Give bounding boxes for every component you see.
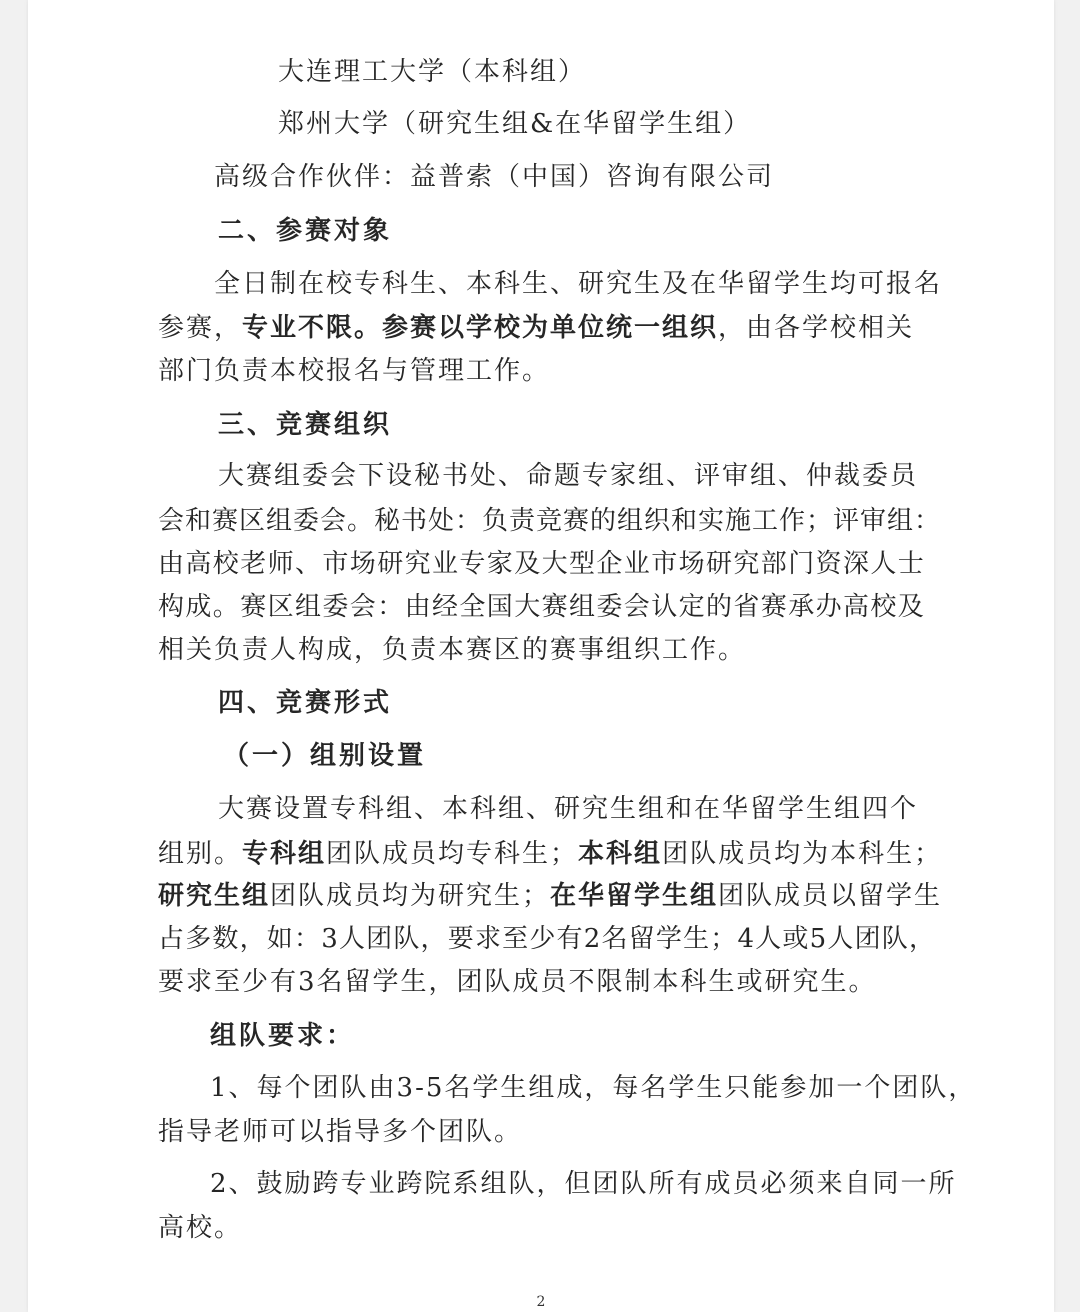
organizer-line-1: 大连理工大学（本科组）: [278, 57, 587, 87]
text-span: 团队成员均为本科生；: [662, 839, 943, 869]
text-span: 团队成员均为研究生；: [270, 881, 551, 911]
section-heading-format: 四、竞赛形式: [218, 688, 393, 718]
paragraph-line: 要求至少有3名留学生，团队成员不限制本科生或研究生。: [158, 967, 877, 997]
bold-text-span: 专科组: [242, 839, 327, 869]
text-span: 团队成员均专科生；: [326, 839, 579, 869]
subsection-heading-groups: （一）组别设置: [223, 741, 427, 771]
paragraph-line: 2、鼓励跨专业跨院系组队，但团队所有成员必须来自同一所: [210, 1169, 957, 1199]
paragraph-line: 高校。: [158, 1213, 243, 1243]
paragraph-line: 指导老师可以指导多个团队。: [158, 1117, 523, 1147]
section-heading-organization: 三、竞赛组织: [218, 410, 393, 440]
paragraph-line: [158, 880, 942, 912]
text-span: 组别。: [158, 839, 243, 869]
paragraph-line: [158, 312, 914, 344]
paragraph-line: 由高校老师、市场研究业专家及大型企业市场研究部门资深人士: [158, 549, 926, 579]
text-span: 参赛，: [158, 313, 243, 343]
bold-text-span: 本科组: [578, 839, 663, 869]
paragraph-line: 相关负责人构成，负责本赛区的赛事组织工作。: [158, 635, 747, 665]
paragraph-line: 大赛组委会下设秘书处、命题专家组、评审组、仲裁委员: [218, 461, 919, 491]
bold-text-span: 专业不限。参赛以学校为单位统一组织: [242, 313, 719, 343]
paragraph-line: 大赛设置专科组、本科组、研究生组和在华留学生组四个: [218, 794, 919, 824]
text-span: ，由各学校相关: [718, 313, 915, 343]
partner-line: 高级合作伙伴：益普索（中国）咨询有限公司: [214, 162, 775, 192]
paragraph-line: 1、每个团队由3-5名学生组成，每名学生只能参加一个团队，: [210, 1073, 977, 1103]
bold-text-span: 研究生组: [158, 881, 271, 911]
section-heading-participants: 二、参赛对象: [218, 216, 393, 246]
paragraph-line: 占多数，如：3人团队，要求至少有2名留学生；4人或5人团队，: [158, 924, 937, 954]
document-page: [28, 0, 1054, 1312]
paragraph-line: [158, 838, 942, 870]
paragraph-line: 全日制在校专科生、本科生、研究生及在华留学生均可报名: [214, 269, 943, 299]
page-number: 2: [536, 1294, 546, 1310]
organizer-line-2: 郑州大学（研究生组&在华留学生组）: [278, 109, 752, 139]
team-requirements-heading: 组队要求：: [210, 1021, 356, 1051]
bold-text-span: 在华留学生组: [550, 881, 719, 911]
paragraph-line: 会和赛区组委会。秘书处：负责竞赛的组织和实施工作；评审组：: [158, 506, 942, 536]
text-span: 团队成员以留学生: [718, 881, 943, 911]
paragraph-line: 部门负责本校报名与管理工作。: [158, 356, 551, 386]
paragraph-line: 构成。赛区组委会：由经全国大赛组委会认定的省赛承办高校及: [158, 592, 926, 622]
